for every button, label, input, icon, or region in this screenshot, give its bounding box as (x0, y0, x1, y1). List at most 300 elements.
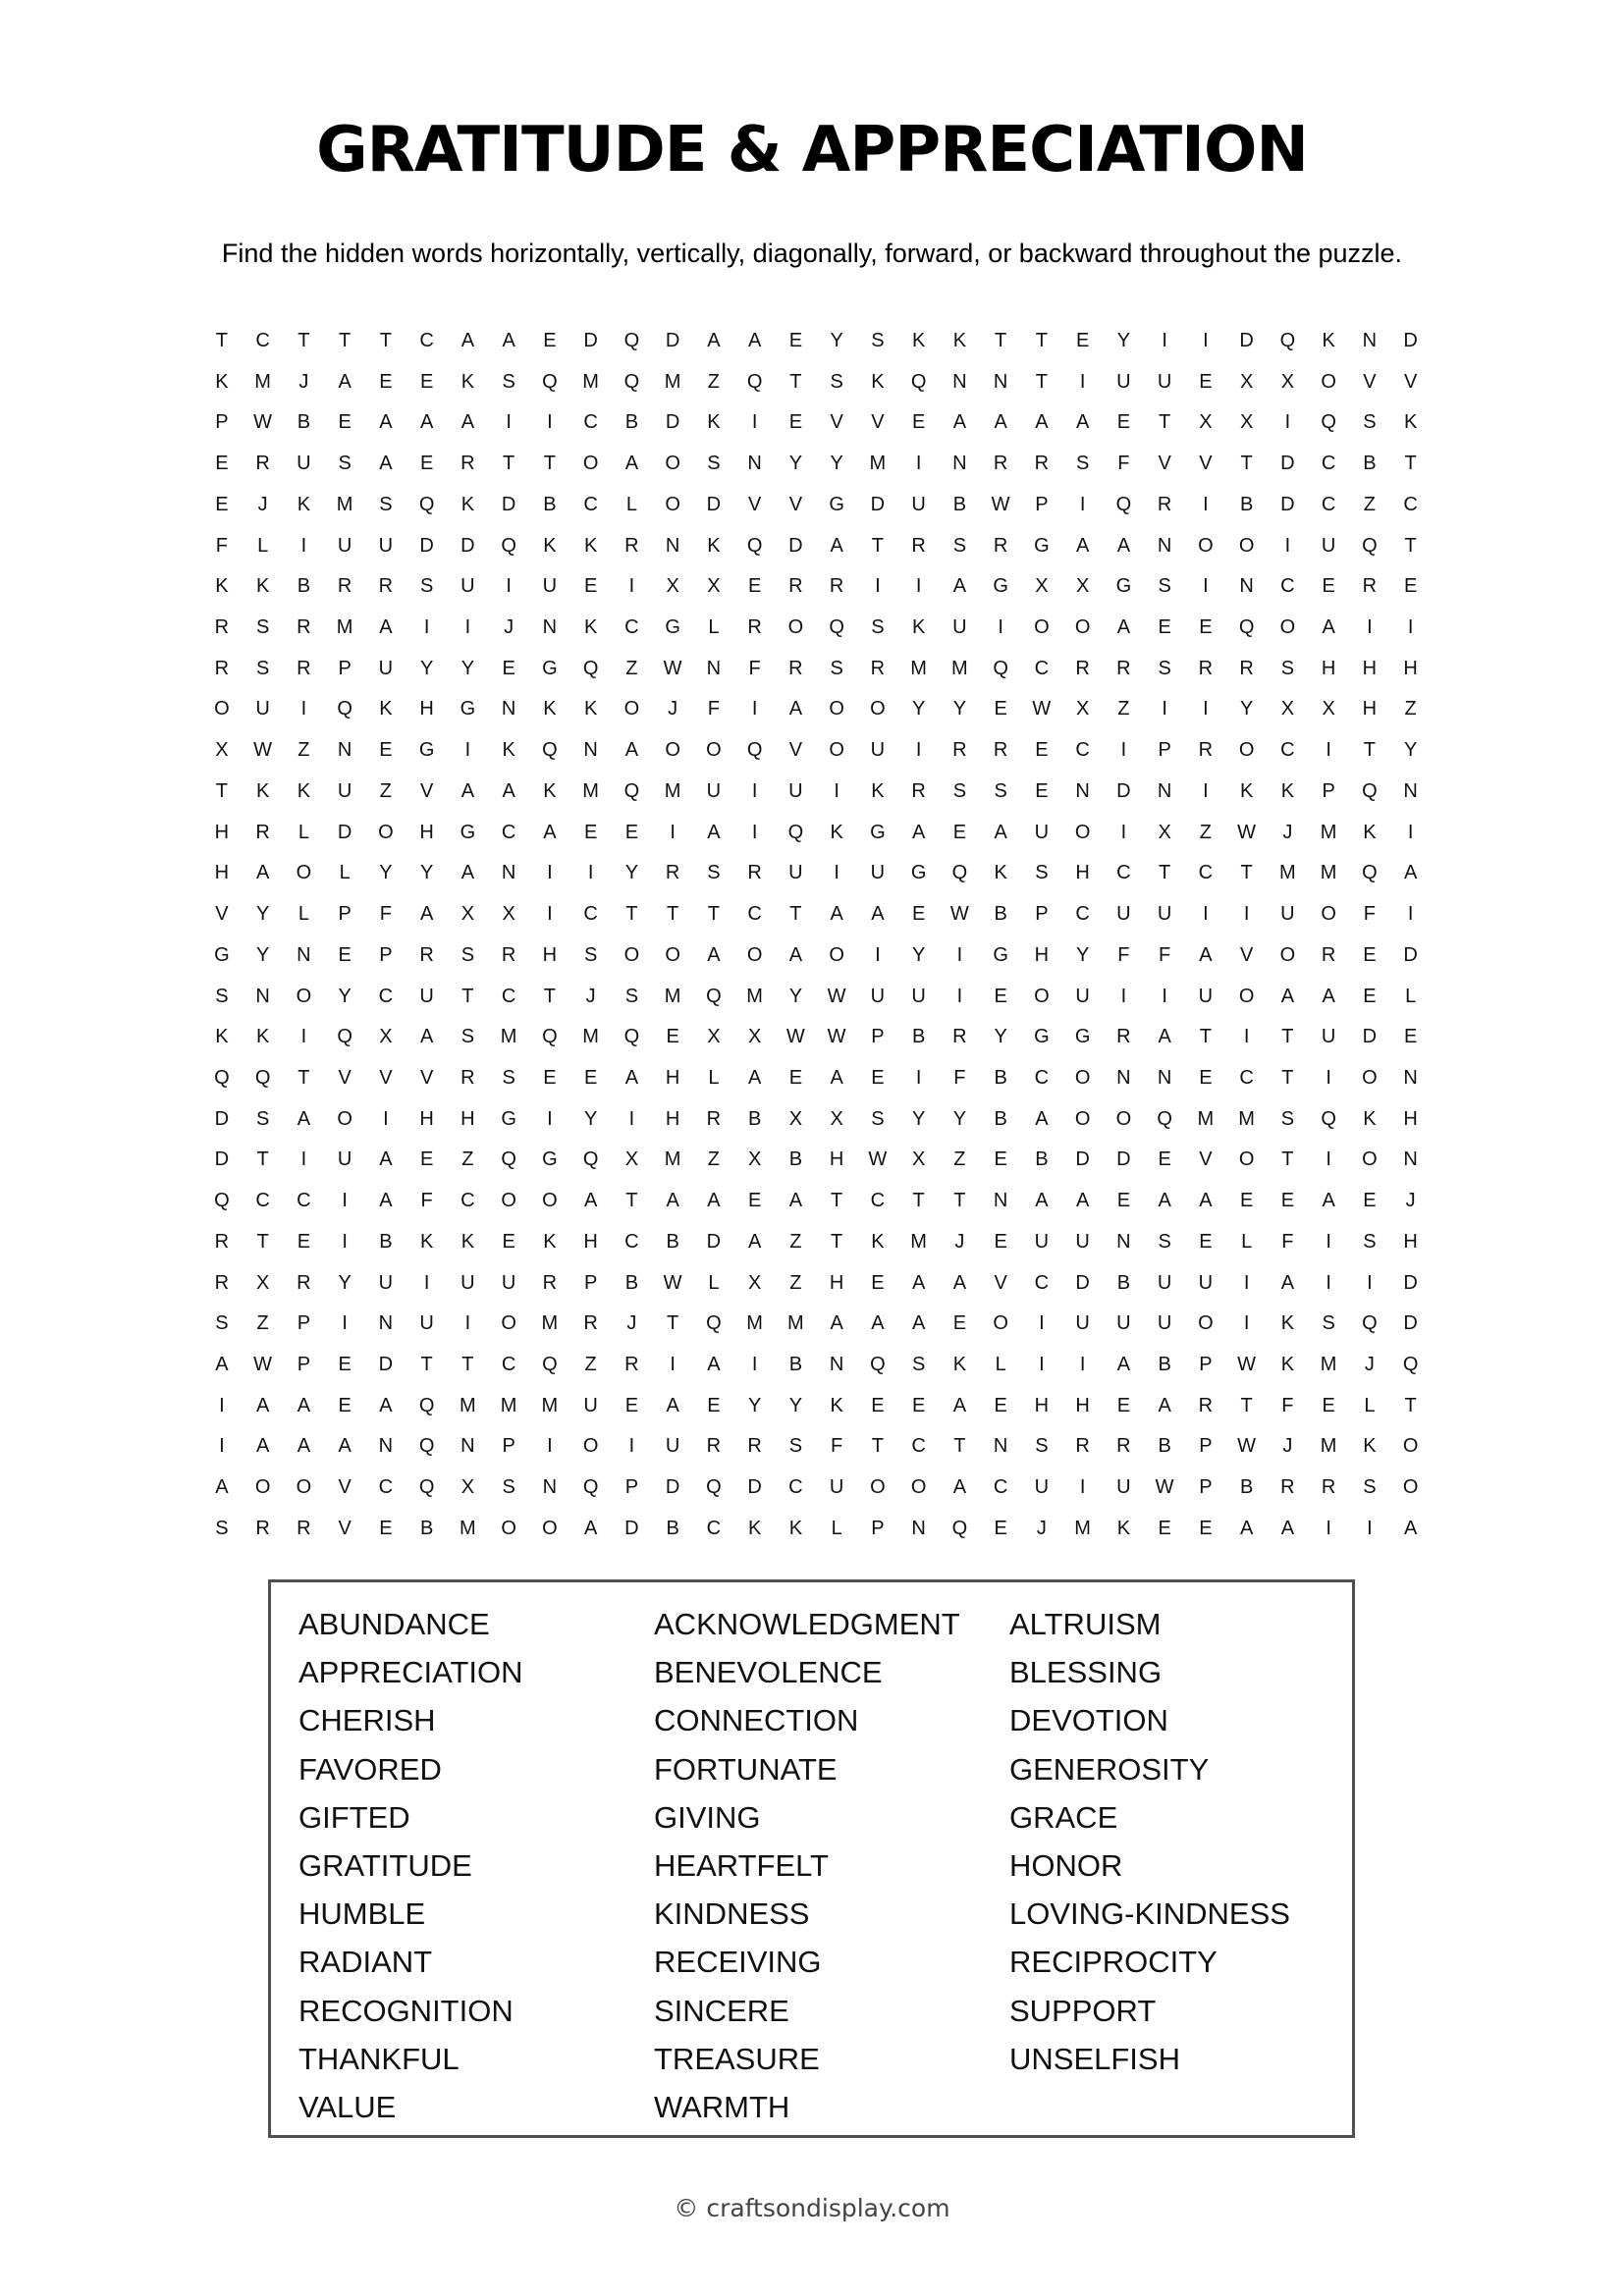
grid-letter[interactable]: A (994, 411, 1007, 434)
grid-letter[interactable]: I (547, 903, 553, 926)
grid-letter[interactable]: C (1321, 453, 1336, 475)
grid-letter[interactable]: M (1238, 1107, 1255, 1130)
grid-letter[interactable]: C (1321, 493, 1336, 515)
grid-letter[interactable]: R (747, 616, 762, 639)
grid-letter[interactable]: A (460, 411, 475, 434)
grid-letter[interactable]: U (460, 575, 475, 598)
grid-letter[interactable]: M (664, 779, 681, 802)
grid-letter[interactable]: K (952, 330, 967, 351)
grid-letter[interactable]: N (706, 657, 722, 679)
grid-letter[interactable]: A (297, 1394, 311, 1416)
grid-letter[interactable]: P (297, 1312, 311, 1335)
grid-letter[interactable]: W (1237, 1435, 1257, 1458)
grid-letter[interactable]: H (1075, 1394, 1090, 1416)
grid-letter[interactable]: Q (501, 534, 516, 557)
grid-letter[interactable]: Q (706, 1312, 722, 1335)
grid-letter[interactable]: A (1239, 1517, 1254, 1539)
grid-letter[interactable]: S (338, 453, 352, 475)
grid-letter[interactable]: F (748, 657, 761, 679)
grid-letter[interactable]: C (747, 903, 762, 926)
grid-letter[interactable]: L (298, 821, 309, 843)
grid-letter[interactable]: E (419, 370, 434, 393)
grid-letter[interactable]: I (342, 1190, 348, 1212)
grid-letter[interactable]: G (910, 862, 927, 884)
grid-letter[interactable]: L (257, 534, 269, 557)
grid-letter[interactable]: A (502, 779, 515, 802)
grid-letter[interactable]: E (624, 821, 639, 843)
grid-letter[interactable]: I (1079, 1476, 1086, 1499)
grid-letter[interactable]: I (1326, 1517, 1331, 1539)
grid-letter[interactable]: I (1407, 616, 1414, 639)
grid-letter[interactable]: U (1116, 903, 1131, 926)
grid-letter[interactable]: U (1034, 1476, 1050, 1499)
grid-letter[interactable]: S (1280, 1107, 1295, 1130)
grid-letter[interactable]: E (747, 575, 762, 598)
grid-letter[interactable]: J (585, 985, 596, 1007)
grid-letter[interactable]: A (419, 903, 434, 926)
grid-letter[interactable]: V (1158, 453, 1171, 475)
grid-letter[interactable]: I (547, 411, 553, 434)
grid-letter[interactable]: E (1116, 1394, 1131, 1416)
grid-letter[interactable]: I (751, 698, 758, 721)
grid-letter[interactable]: U (297, 453, 311, 475)
grid-letter[interactable]: O (1321, 903, 1336, 926)
grid-letter[interactable]: N (378, 1312, 394, 1335)
grid-letter[interactable]: A (1116, 534, 1131, 557)
grid-letter[interactable]: M (582, 370, 599, 393)
grid-letter[interactable]: Y (624, 862, 639, 884)
grid-letter[interactable]: K (460, 1230, 475, 1253)
grid-letter[interactable]: O (1402, 1476, 1419, 1499)
grid-letter[interactable]: A (624, 739, 639, 762)
grid-letter[interactable]: O (214, 698, 230, 721)
grid-letter[interactable]: I (998, 616, 1003, 639)
grid-letter[interactable]: X (460, 903, 475, 926)
grid-letter[interactable]: W (991, 493, 1010, 515)
grid-letter[interactable]: W (868, 1148, 888, 1171)
grid-letter[interactable]: B (297, 411, 311, 434)
grid-letter[interactable]: X (911, 1148, 926, 1171)
grid-letter[interactable]: I (1203, 779, 1209, 802)
grid-letter[interactable]: I (834, 862, 839, 884)
grid-letter[interactable]: N (1403, 779, 1418, 802)
grid-letter[interactable]: C (378, 985, 394, 1007)
grid-letter[interactable]: E (297, 1230, 311, 1253)
grid-letter[interactable]: D (1075, 1148, 1090, 1171)
grid-letter[interactable]: R (993, 453, 1008, 475)
grid-letter[interactable]: T (1404, 1394, 1417, 1416)
grid-letter[interactable]: N (829, 1353, 844, 1375)
grid-letter[interactable]: I (1407, 821, 1414, 843)
grid-letter[interactable]: D (1280, 493, 1295, 515)
grid-letter[interactable]: A (1403, 862, 1418, 884)
grid-letter[interactable]: R (378, 575, 394, 598)
grid-letter[interactable]: Z (584, 1353, 597, 1375)
grid-letter[interactable]: I (751, 1353, 758, 1375)
grid-letter[interactable]: A (583, 1190, 598, 1212)
grid-letter[interactable]: B (1035, 1148, 1049, 1171)
grid-letter[interactable]: O (1074, 821, 1091, 843)
grid-letter[interactable]: B (419, 1517, 434, 1539)
grid-letter[interactable]: K (255, 575, 270, 598)
grid-letter[interactable]: L (1405, 985, 1417, 1007)
grid-letter[interactable]: S (1363, 1476, 1377, 1499)
grid-letter[interactable]: X (1075, 575, 1090, 598)
grid-letter[interactable]: U (665, 1435, 680, 1458)
grid-letter[interactable]: Q (418, 1435, 435, 1458)
grid-letter[interactable]: R (788, 575, 803, 598)
grid-letter[interactable]: A (297, 1107, 311, 1130)
grid-letter[interactable]: O (665, 943, 680, 966)
grid-letter[interactable]: D (788, 534, 803, 557)
grid-letter[interactable]: Q (337, 698, 352, 721)
grid-letter[interactable]: T (789, 903, 802, 926)
grid-letter[interactable]: N (1362, 330, 1378, 351)
grid-letter[interactable]: K (583, 534, 598, 557)
grid-letter[interactable]: U (1198, 985, 1214, 1007)
grid-letter[interactable]: M (1320, 1435, 1337, 1458)
grid-letter[interactable]: A (338, 370, 352, 393)
grid-letter[interactable]: V (788, 493, 803, 515)
grid-letter[interactable]: A (1158, 1394, 1171, 1416)
grid-letter[interactable]: J (1036, 1517, 1047, 1539)
grid-letter[interactable]: Q (1321, 411, 1336, 434)
grid-letter[interactable]: D (1116, 1148, 1131, 1171)
grid-letter[interactable]: Q (1362, 534, 1378, 557)
grid-letter[interactable]: K (583, 698, 598, 721)
grid-letter[interactable]: J (668, 698, 678, 721)
grid-letter[interactable]: E (1116, 1190, 1131, 1212)
grid-letter[interactable]: T (1404, 453, 1417, 475)
grid-letter[interactable]: A (952, 411, 967, 434)
grid-letter[interactable]: G (460, 698, 476, 721)
grid-letter[interactable]: X (1239, 411, 1254, 434)
grid-letter[interactable]: T (298, 1066, 310, 1089)
grid-letter[interactable]: M (1320, 1353, 1337, 1375)
grid-letter[interactable]: A (215, 1353, 229, 1375)
grid-letter[interactable]: R (1198, 1394, 1214, 1416)
grid-letter[interactable]: Y (338, 1271, 352, 1294)
grid-letter[interactable]: H (460, 1107, 475, 1130)
grid-letter[interactable]: O (665, 453, 680, 475)
grid-letter[interactable]: U (378, 534, 394, 557)
grid-letter[interactable]: U (1075, 1230, 1090, 1253)
grid-letter[interactable]: B (747, 1107, 762, 1130)
grid-letter[interactable]: D (706, 493, 722, 515)
grid-letter[interactable]: A (747, 330, 762, 351)
grid-letter[interactable]: R (1034, 453, 1050, 475)
grid-letter[interactable]: H (1034, 943, 1050, 966)
grid-letter[interactable]: D (665, 411, 680, 434)
grid-letter[interactable]: O (623, 943, 640, 966)
grid-letter[interactable]: U (1034, 821, 1050, 843)
grid-letter[interactable]: A (707, 330, 721, 351)
grid-letter[interactable]: T (625, 1190, 638, 1212)
grid-letter[interactable]: U (337, 779, 352, 802)
grid-letter[interactable]: K (952, 1353, 967, 1375)
grid-letter[interactable]: R (214, 1271, 230, 1294)
grid-letter[interactable]: M (787, 1312, 804, 1335)
grid-letter[interactable]: I (1203, 330, 1209, 351)
grid-letter[interactable]: V (379, 1066, 393, 1089)
grid-letter[interactable]: E (994, 985, 1007, 1007)
grid-letter[interactable]: I (1039, 1312, 1045, 1335)
grid-letter[interactable]: O (623, 698, 640, 721)
grid-letter[interactable]: R (706, 1107, 722, 1130)
grid-letter[interactable]: O (501, 1190, 516, 1212)
grid-letter[interactable]: R (255, 453, 270, 475)
grid-letter[interactable]: S (502, 1476, 515, 1499)
grid-letter[interactable]: A (1322, 1190, 1335, 1212)
grid-letter[interactable]: K (502, 739, 515, 762)
grid-letter[interactable]: Y (830, 330, 843, 351)
grid-letter[interactable]: I (751, 821, 758, 843)
grid-letter[interactable]: M (664, 370, 681, 393)
grid-letter[interactable]: E (583, 1066, 598, 1089)
grid-letter[interactable]: E (788, 330, 803, 351)
grid-letter[interactable]: T (912, 1190, 925, 1212)
grid-letter[interactable]: R (419, 943, 434, 966)
grid-letter[interactable]: C (624, 616, 639, 639)
grid-letter[interactable]: V (1239, 943, 1254, 966)
grid-letter[interactable]: K (1363, 1435, 1377, 1458)
grid-letter[interactable]: S (255, 1107, 270, 1130)
grid-letter[interactable]: O (1362, 1148, 1378, 1171)
grid-letter[interactable]: E (1158, 1148, 1171, 1171)
grid-letter[interactable]: I (547, 1107, 553, 1130)
grid-letter[interactable]: L (831, 1517, 842, 1539)
grid-letter[interactable]: Q (1362, 779, 1378, 802)
grid-letter[interactable]: C (255, 330, 270, 351)
grid-letter[interactable]: H (665, 1066, 680, 1089)
grid-letter[interactable]: A (1280, 1517, 1295, 1539)
grid-letter[interactable]: T (298, 330, 310, 351)
grid-letter[interactable]: S (871, 330, 885, 351)
grid-letter[interactable]: A (1075, 534, 1090, 557)
grid-letter[interactable]: N (747, 453, 762, 475)
grid-letter[interactable]: K (911, 616, 926, 639)
grid-letter[interactable]: A (379, 1394, 393, 1416)
grid-letter[interactable]: P (502, 1435, 515, 1458)
grid-letter[interactable]: X (1075, 698, 1090, 721)
grid-letter[interactable]: T (667, 903, 679, 926)
grid-letter[interactable]: Q (787, 821, 804, 843)
grid-letter[interactable]: C (1075, 739, 1090, 762)
grid-letter[interactable]: A (788, 943, 803, 966)
grid-letter[interactable]: F (1117, 453, 1130, 475)
grid-letter[interactable]: B (1116, 1271, 1131, 1294)
grid-letter[interactable]: R (297, 616, 311, 639)
grid-letter[interactable]: S (460, 1026, 475, 1048)
grid-letter[interactable]: R (460, 453, 475, 475)
grid-letter[interactable]: A (1158, 1190, 1171, 1212)
grid-letter[interactable]: I (1162, 985, 1167, 1007)
grid-letter[interactable]: I (1162, 330, 1167, 351)
grid-letter[interactable]: H (829, 1148, 844, 1171)
grid-letter[interactable]: E (502, 1230, 515, 1253)
grid-letter[interactable]: D (624, 1517, 639, 1539)
grid-letter[interactable]: Q (214, 1066, 230, 1089)
grid-letter[interactable]: S (1158, 1230, 1171, 1253)
grid-letter[interactable]: X (830, 1107, 843, 1130)
grid-letter[interactable]: M (951, 657, 968, 679)
grid-letter[interactable]: A (994, 821, 1007, 843)
grid-letter[interactable]: F (215, 534, 228, 557)
grid-letter[interactable]: S (1158, 657, 1171, 679)
grid-letter[interactable]: T (256, 1230, 269, 1253)
grid-letter[interactable]: E (1363, 943, 1377, 966)
grid-letter[interactable]: E (911, 1394, 926, 1416)
grid-letter[interactable]: N (460, 1435, 475, 1458)
grid-letter[interactable]: O (787, 616, 804, 639)
grid-letter[interactable]: U (1280, 903, 1295, 926)
grid-letter[interactable]: J (1405, 1190, 1416, 1212)
grid-letter[interactable]: R (297, 1517, 311, 1539)
grid-letter[interactable]: V (788, 739, 803, 762)
grid-letter[interactable]: L (625, 493, 637, 515)
grid-letter[interactable]: F (1159, 943, 1171, 966)
grid-letter[interactable]: I (670, 821, 676, 843)
grid-letter[interactable]: D (337, 821, 352, 843)
grid-letter[interactable]: I (547, 1435, 553, 1458)
grid-letter[interactable]: L (1241, 1230, 1253, 1253)
grid-letter[interactable]: E (215, 453, 229, 475)
grid-letter[interactable]: O (296, 1476, 312, 1499)
grid-letter[interactable]: M (664, 985, 681, 1007)
grid-letter[interactable]: P (1322, 779, 1335, 802)
grid-letter[interactable]: R (214, 616, 230, 639)
grid-letter[interactable]: B (297, 575, 311, 598)
grid-letter[interactable]: C (1280, 739, 1295, 762)
grid-letter[interactable]: C (1198, 862, 1214, 884)
grid-letter[interactable]: A (707, 1353, 721, 1375)
grid-letter[interactable]: Y (788, 453, 803, 475)
grid-letter[interactable]: P (1035, 493, 1049, 515)
grid-letter[interactable]: R (1116, 1026, 1131, 1048)
grid-letter[interactable]: M (746, 1312, 763, 1335)
grid-letter[interactable]: X (707, 1026, 721, 1048)
grid-letter[interactable]: R (993, 739, 1008, 762)
grid-letter[interactable]: G (993, 575, 1008, 598)
grid-letter[interactable]: A (871, 903, 885, 926)
grid-letter[interactable]: P (1199, 1435, 1213, 1458)
grid-letter[interactable]: E (871, 1394, 885, 1416)
grid-letter[interactable]: E (994, 1517, 1007, 1539)
grid-letter[interactable]: Y (1075, 943, 1090, 966)
grid-letter[interactable]: R (911, 534, 926, 557)
grid-letter[interactable]: T (1159, 862, 1171, 884)
grid-letter[interactable]: U (583, 1394, 598, 1416)
grid-letter[interactable]: C (1403, 493, 1418, 515)
grid-letter[interactable]: F (1281, 1394, 1294, 1416)
grid-letter[interactable]: N (1403, 1148, 1418, 1171)
grid-letter[interactable]: E (624, 1394, 639, 1416)
grid-letter[interactable]: H (1034, 1394, 1050, 1416)
grid-letter[interactable]: C (1239, 1066, 1254, 1089)
grid-letter[interactable]: R (1198, 657, 1214, 679)
grid-letter[interactable]: X (747, 1148, 762, 1171)
grid-letter[interactable]: T (1199, 1026, 1212, 1048)
grid-letter[interactable]: R (747, 1435, 762, 1458)
grid-letter[interactable]: K (1363, 821, 1377, 843)
grid-letter[interactable]: M (910, 1230, 927, 1253)
grid-letter[interactable]: A (379, 411, 393, 434)
grid-letter[interactable]: S (1158, 575, 1171, 598)
grid-letter[interactable]: C (993, 1476, 1008, 1499)
grid-letter[interactable]: U (1157, 903, 1172, 926)
grid-letter[interactable]: T (953, 1435, 966, 1458)
grid-letter[interactable]: M (1197, 1107, 1215, 1130)
grid-letter[interactable]: O (378, 821, 394, 843)
grid-letter[interactable]: T (1281, 1148, 1294, 1171)
grid-letter[interactable]: T (1035, 330, 1048, 351)
grid-letter[interactable]: P (338, 903, 352, 926)
grid-letter[interactable]: E (1199, 1230, 1213, 1253)
grid-letter[interactable]: M (582, 1026, 599, 1048)
grid-letter[interactable]: I (628, 575, 635, 598)
grid-letter[interactable]: D (665, 1476, 680, 1499)
grid-letter[interactable]: I (383, 1107, 389, 1130)
grid-letter[interactable]: M (1320, 862, 1337, 884)
grid-letter[interactable]: A (338, 1435, 352, 1458)
grid-letter[interactable]: X (747, 1026, 762, 1048)
grid-letter[interactable]: T (461, 1353, 474, 1375)
grid-letter[interactable]: Q (706, 1476, 722, 1499)
grid-letter[interactable]: Z (1363, 493, 1376, 515)
grid-letter[interactable]: S (502, 1066, 515, 1089)
grid-letter[interactable]: G (214, 943, 230, 966)
grid-letter[interactable]: Y (994, 1026, 1007, 1048)
grid-letter[interactable]: U (1321, 534, 1336, 557)
grid-letter[interactable]: A (830, 1312, 843, 1335)
grid-letter[interactable]: T (339, 330, 352, 351)
grid-letter[interactable]: E (707, 1394, 721, 1416)
grid-letter[interactable]: V (215, 903, 229, 926)
grid-letter[interactable]: U (952, 616, 967, 639)
grid-letter[interactable]: E (666, 1026, 679, 1048)
grid-letter[interactable]: X (215, 739, 229, 762)
grid-letter[interactable]: Q (1279, 330, 1296, 351)
grid-letter[interactable]: G (829, 493, 844, 515)
grid-letter[interactable]: E (1199, 1517, 1213, 1539)
grid-letter[interactable]: T (543, 453, 556, 475)
grid-letter[interactable]: R (1362, 575, 1378, 598)
grid-letter[interactable]: B (666, 1517, 679, 1539)
grid-letter[interactable]: I (1039, 1353, 1045, 1375)
grid-letter[interactable]: J (298, 370, 309, 393)
grid-letter[interactable]: N (501, 698, 516, 721)
grid-letter[interactable]: E (1199, 1066, 1213, 1089)
grid-letter[interactable]: M (664, 1148, 681, 1171)
grid-letter[interactable]: C (1034, 1066, 1050, 1089)
grid-letter[interactable]: Y (747, 1394, 762, 1416)
grid-letter[interactable]: E (338, 1394, 352, 1416)
grid-letter[interactable]: A (460, 330, 475, 351)
grid-letter[interactable]: O (542, 1517, 558, 1539)
grid-letter[interactable]: S (215, 1517, 229, 1539)
grid-letter[interactable]: N (952, 453, 967, 475)
grid-letter[interactable]: U (378, 657, 394, 679)
grid-letter[interactable]: T (503, 453, 515, 475)
grid-letter[interactable]: O (1238, 1148, 1255, 1171)
grid-letter[interactable]: T (420, 1353, 433, 1375)
grid-letter[interactable]: O (501, 1312, 516, 1335)
grid-letter[interactable]: X (1199, 411, 1213, 434)
grid-letter[interactable]: A (1280, 1271, 1295, 1294)
grid-letter[interactable]: E (338, 411, 352, 434)
grid-letter[interactable]: A (1116, 616, 1131, 639)
grid-letter[interactable]: A (788, 1190, 803, 1212)
